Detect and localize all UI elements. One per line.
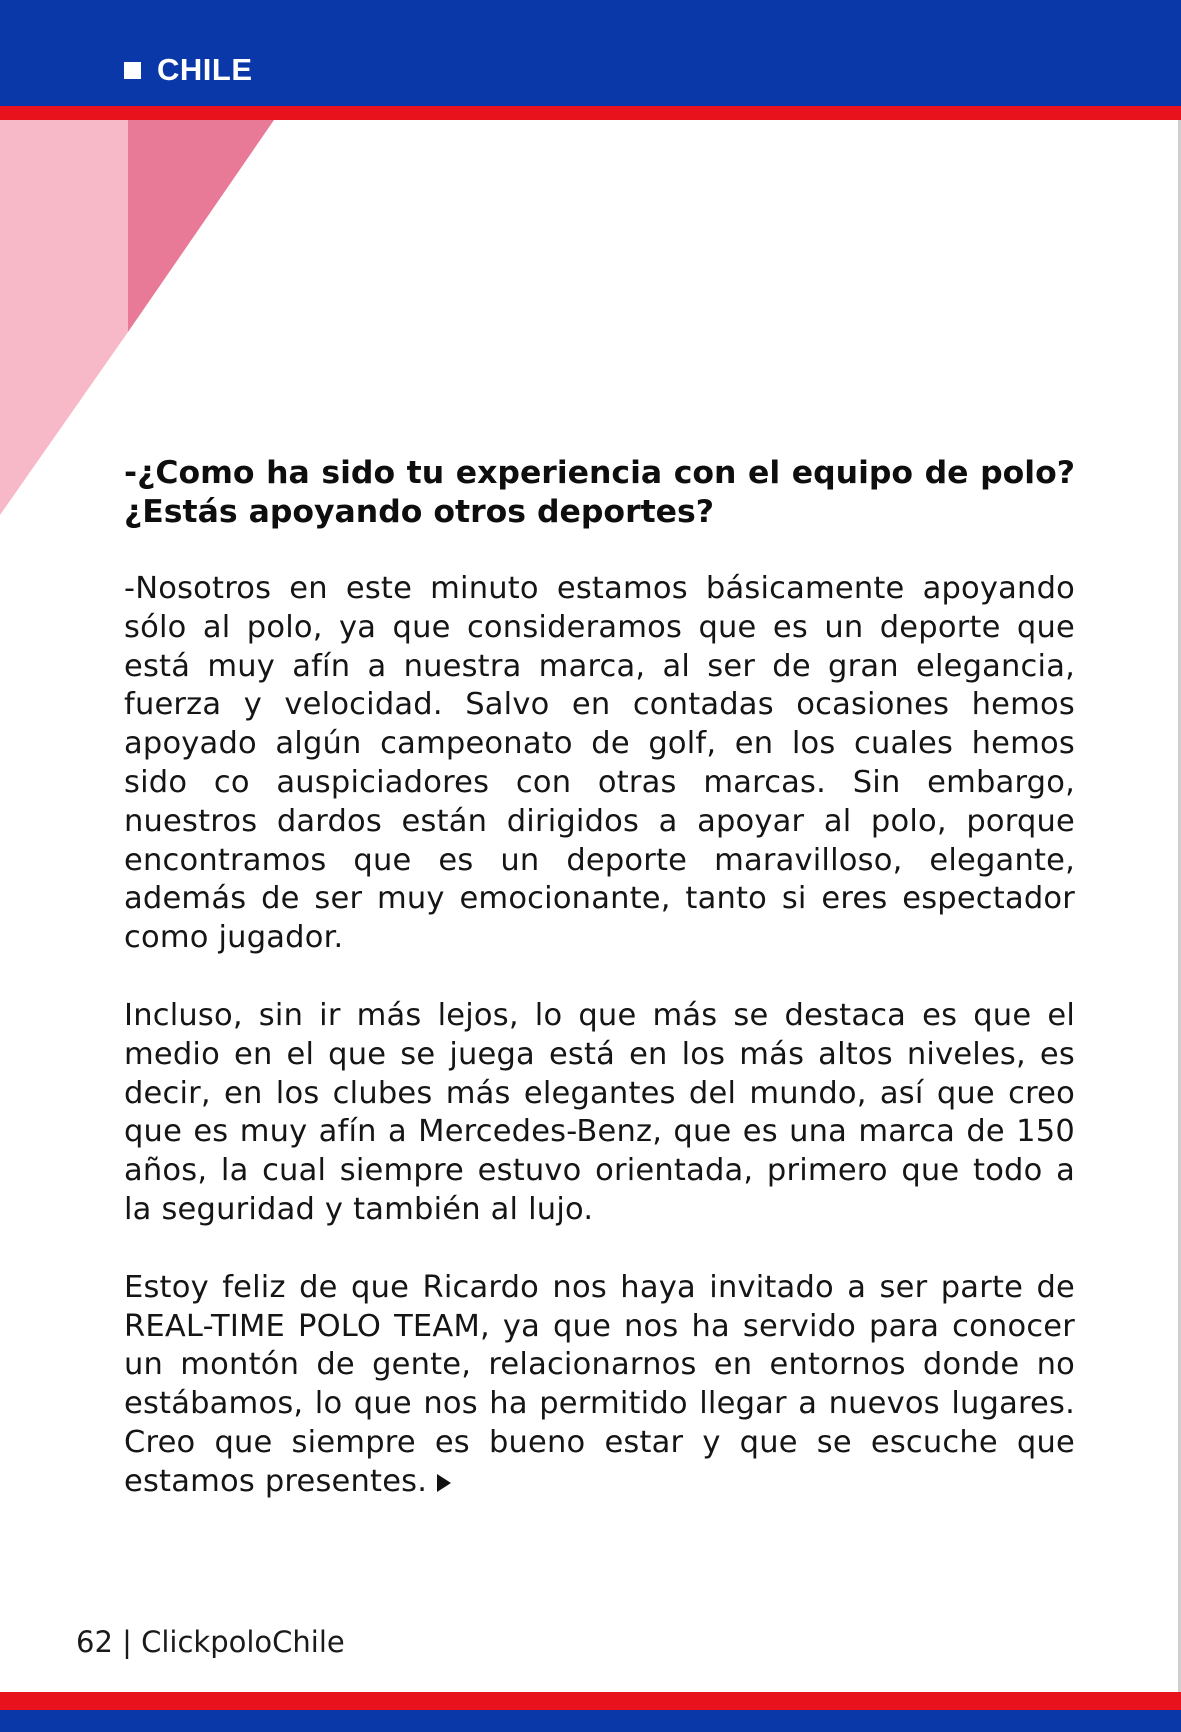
section-title: CHILE	[157, 52, 253, 87]
section-label	[124, 52, 253, 88]
footer-red-stripe	[0, 1692, 1181, 1710]
page-footer: 62 | ClickpoloChile	[76, 1625, 345, 1659]
dark-pink-triangle	[128, 120, 274, 332]
answer-paragraph-3-text: Estoy feliz de que Ricardo nos haya invitado a ser parte de REAL-TIME POLO TEAM, ya que nos ha servido para conocer un montón de gente, relacionarnos en entornos donde no estábamos, lo que nos ha permitido llegar a nuevos lugares. Creo que siempre es bueno estar y que se escuche que estamos presentes.	[124, 1269, 1075, 1499]
article-body	[124, 454, 1075, 1541]
answer-paragraph-1: -Nosotros en este minuto estamos básicamente apoyando sólo al polo, ya que consideramos que es un deporte que está muy afín a nuestra marca, al ser de gran elegancia, fuerza y velocidad. Salvo en contadas ocasiones hemos apoyado algún campeonato de golf, en los cuales hemos sido co auspiciadores con otras marcas. Sin embargo, nuestros dardos están dirigidos a apoyar al polo, porque encontramos que es un deporte maravilloso, elegante, además de ser muy emocionante, tanto si eres espectador como jugador.	[124, 571, 1075, 956]
answer-paragraph-2: Incluso, sin ir más lejos, lo que más se destaca es que el medio en el que se juega está en los más altos niveles, es decir, en los clubes más elegantes del mundo, así que creo que es muy afín a Mercedes-Benz, que es una marca de 150 años, la cual siempre estuvo orientada, primero que todo a la seguridad y también al lujo.	[124, 997, 1075, 1227]
footer-bar	[0, 1710, 1181, 1732]
answer-paragraph-3	[124, 1269, 1075, 1502]
play-arrow-icon	[437, 1474, 451, 1492]
interview-question: -¿Como ha sido tu experiencia con el equipo de polo? ¿Estás apoyando otros deportes?	[124, 455, 1075, 530]
light-pink-triangle	[0, 120, 128, 515]
square-icon	[124, 62, 141, 79]
header-red-stripe	[0, 106, 1181, 120]
